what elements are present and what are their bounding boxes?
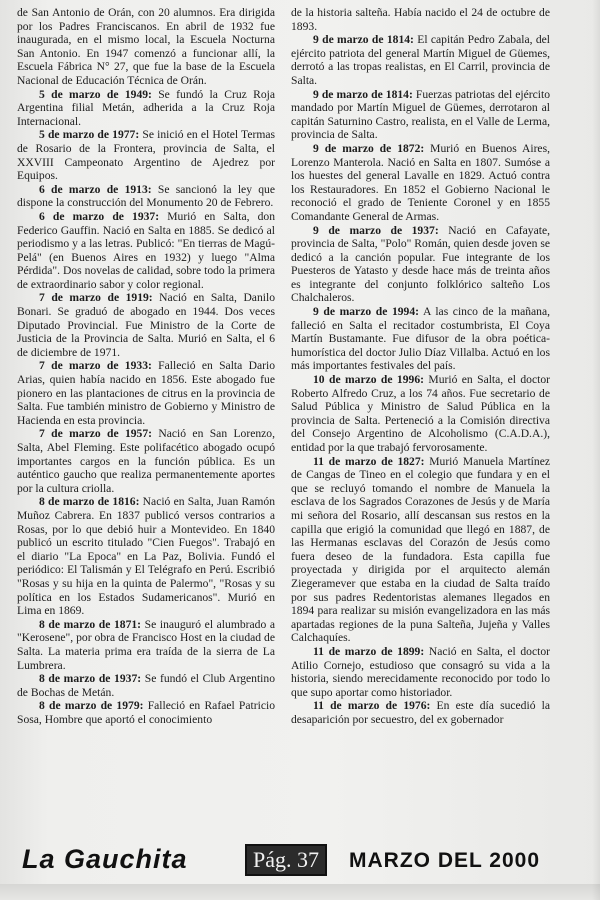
entry-text: Murió en Salta, don Federico Gauffin. Nació en Salta en 1885. Se dedicó al periodismo y a las letras. Publicó: "En tierras de Magú-Pelá" (en Buenos Aires en 1932) y luego "Alma Pérdida". Dos novelas de calidad, sobre todo la primera de extraordinario sabor y color regional. xyxy=(17,209,275,291)
entry-text: Murió Manuela Martínez de Cangas de Tineo en el colegio que fundara y en el que se recluyó tomando el nombre de Manuela la esclava de los Sagrados Corazones de Jesús y de María mi señora del Rosario, allí descansan sus restos en la capilla que erigió la comunidad que llegó en 1887, de las Hermanas esclavas del Corazón de Jesús como fuera deseo de la fundadora. Esta capilla fue proyectada y dirigida por el arquitecto alemán Ziegeramever que estaba en la ciudad de Salta traído por sus padres Redentoristas alemanes llegados en 1894 para realizar su misión evangelizadora en las más apartadas regiones de la puna Salteña, Jujeña y Valles Calchaquíes. xyxy=(291,454,550,645)
entry xyxy=(291,455,550,645)
entry xyxy=(17,88,275,129)
entry xyxy=(17,618,275,672)
entry xyxy=(17,183,275,210)
entry-text: Nació en Cafayate, provincia de Salta, "Polo" Román, quien desde joven se dedicó a la canción popular. Fue integrante de los Puesteros de Yatasto y desde hace más de treinta años es integrante del conjunto folklórico salteño Los Chalchaleros. xyxy=(291,223,550,305)
entry xyxy=(291,33,550,87)
entry xyxy=(17,6,275,88)
entry xyxy=(291,224,550,306)
entry-date: 9 de marzo de 1814: xyxy=(313,87,413,101)
entry-date: 8 de marzo de 1871: xyxy=(39,617,142,631)
entry xyxy=(17,359,275,427)
entry-text: Nació en Salta, el doctor Atilio Cornejo, estudioso que consagró su vida a la historia, siendo merecidamente reconocido por todo lo que supo aportar como historiador. xyxy=(291,644,550,699)
entry xyxy=(291,88,550,142)
entry-text: de San Antonio de Orán, con 20 alumnos. Era dirigida por los Padres Franciscanos. En abril de 1932 fue inaugurada, en el mismo local, la Escuela Nocturna San Antonio. En 1947 comenzó a funcionar allí, la Escuela Fábrica N° 27, que fue la base de la Escuela Nacional de Educación Técnica de Orán. xyxy=(17,6,275,87)
entry xyxy=(17,128,275,182)
entry-date: 11 de marzo de 1976: xyxy=(313,699,431,713)
entry-date: 9 de marzo de 1872: xyxy=(313,141,425,155)
entry-text: Murió en Buenos Aires, Lorenzo Manterola. Nació en Salta en 1807. Sumóse a los huestes del general Lavalle en 1829. Actuó contra los Restauradores. En 1852 el Gobierno Nacional le reconoció el grado de Teniente Coronel y en 1855 Comandante General de Armas. xyxy=(291,141,550,223)
entry xyxy=(291,6,550,33)
entry xyxy=(17,495,275,617)
entry-text: Nació en Salta, Juan Ramón Muñoz Cabrera. En 1837 publicó versos contrarios a Rosas, por lo que debió huir a Montevideo. En 1840 publicó un escrito titulado "Cien Fuegos". Trabajó en el diario "La Epoca" en La Paz, Bolivia. Fundó el periódico: El Talismán y El Telégrafo en Perú. Escribió "Rosas y su hija en la quinta de Palermo", "Rosas y su política en los Estados Sudamericanos". Murió en Lima en 1869. xyxy=(17,495,275,618)
entry-date: 9 de marzo de 1814: xyxy=(313,33,414,47)
entry-date: 6 de marzo de 1937: xyxy=(39,209,160,223)
entry xyxy=(291,699,550,726)
entry xyxy=(17,427,275,495)
entry-text: Se fundó la Cruz Roja Argentina filial Metán, adherida a la Cruz Roja Internacional. xyxy=(17,87,275,128)
entry-date: 8 de marzo de 1816: xyxy=(39,495,140,509)
entry xyxy=(291,305,550,373)
entry-text: Se inició en el Hotel Termas de Rosario de la Frontera, provincia de Salta, el XXVIII Campeonato Argentino de Ajedrez por Equipos. xyxy=(17,128,275,183)
entry-date: 5 de marzo de 1949: xyxy=(39,87,152,101)
issue-date: MARZO DEL 2000 xyxy=(349,849,540,872)
right-column xyxy=(291,6,550,832)
entry-date: 7 de marzo de 1933: xyxy=(39,359,152,373)
entry xyxy=(17,672,275,699)
entry-date: 9 de marzo de 1994: xyxy=(313,305,420,319)
entry-date: 5 de marzo de 1977: xyxy=(39,128,140,142)
entry-date: 11 de marzo de 1827: xyxy=(313,454,425,468)
entry-date: 7 de marzo de 1957: xyxy=(39,427,153,441)
entry-text: Nació en San Lorenzo, Salta, Abel Fleming. Este polifacético abogado ocupó importantes cargos en la función pública. Es un auténtico gaucho que realiza permanentemente aportes por la cultura criolla. xyxy=(17,427,275,495)
entry-date: 9 de marzo de 1937: xyxy=(313,223,439,237)
page-bottom-shadow xyxy=(0,884,600,900)
entry-date: 8 de marzo de 1979: xyxy=(39,699,144,713)
entry-text: de la historia salteña. Había nacido el 24 de octubre de 1893. xyxy=(291,6,550,33)
left-column xyxy=(17,6,275,832)
entry xyxy=(291,142,550,224)
entry-date: 11 de marzo de 1899: xyxy=(313,644,425,658)
entry xyxy=(291,645,550,699)
entry-text: Nació en Salta, Danilo Bonari. Se graduó de abogado en 1944. Dos veces Diputado Provincial. Fue Ministro de la Corte de Justicia de la Provincia de Salta. Murió en Salta, el 6 de diciembre de 1971. xyxy=(17,291,275,359)
entry-text: Se fundó el Club Argentino de Bochas de Metán. xyxy=(17,672,275,699)
entry-date: 8 de marzo de 1937: xyxy=(39,672,142,686)
magazine-title: La Gauchita xyxy=(22,844,188,874)
entry-text: A las cinco de la mañana, falleció en Salta el recitador costumbrista, El Coya Martín Bustamante. Fue difusor de la obra poética-humorística del doctor Julio Díaz Villalba. Actuó en los más importantes festivales del país. xyxy=(291,305,550,373)
page-number: Pág. 37 xyxy=(245,844,327,876)
entry-text: Se sancionó la ley que dispone la construcción del Monumento 20 de Febrero. xyxy=(17,182,275,210)
entry-text: Murió en Salta, el doctor Roberto Alfredo Cruz, a los 74 años. Fue secretario de Salud Pública y Ministro de Salud Pública en la provincia de Salta. Perteneció a la Comisión directiva del Consejo Argentino de Alcoholismo (C.A.D.A.), entidad por la que trabajó fervorosamente. xyxy=(291,373,550,454)
page-footer xyxy=(0,836,600,884)
entry-text: Falleció en Rafael Patricio Sosa, Hombre que aportó el conocimiento xyxy=(17,699,275,726)
entry xyxy=(17,210,275,292)
entry-text: El capitán Pedro Zabala, del ejército patriota del general Martín Miguel de Güemes, derrotó a las tropas realistas, en El Carril, provincia de Salta. xyxy=(291,33,550,87)
entry-text: Fuerzas patriotas del ejército mandado por Martín Miguel de Güemes, derrotaron al capitán Saturnino Castro, realista, en el Valle de Lerma, provincia de Salta. xyxy=(291,87,550,142)
entry-text: En este día sucedió la desaparición por secuestro, del ex gobernador xyxy=(291,699,550,726)
entry xyxy=(17,291,275,359)
entry-date: 6 de marzo de 1913: xyxy=(39,182,152,196)
entry-date: 10 de marzo de 1996: xyxy=(313,373,424,387)
entry-date: 7 de marzo de 1919: xyxy=(39,291,153,305)
entry xyxy=(291,373,550,455)
entry-text: Se inauguró el alumbrado a "Kerosene", por obra de Francisco Host en la ciudad de Salta. La materia prima era traída de la sierra de La Lumbrera. xyxy=(17,617,275,672)
entry-text: Falleció en Salta Dario Arias, quien había nacido en 1856. Este abogado fue pionero en las plantaciones de citrus en la provincia de Salta. Fue también ministro de Gobierno y Ministro de Hacienda en esta provincia. xyxy=(17,359,275,427)
entry xyxy=(17,699,275,726)
page-edge-shadow xyxy=(592,0,600,900)
